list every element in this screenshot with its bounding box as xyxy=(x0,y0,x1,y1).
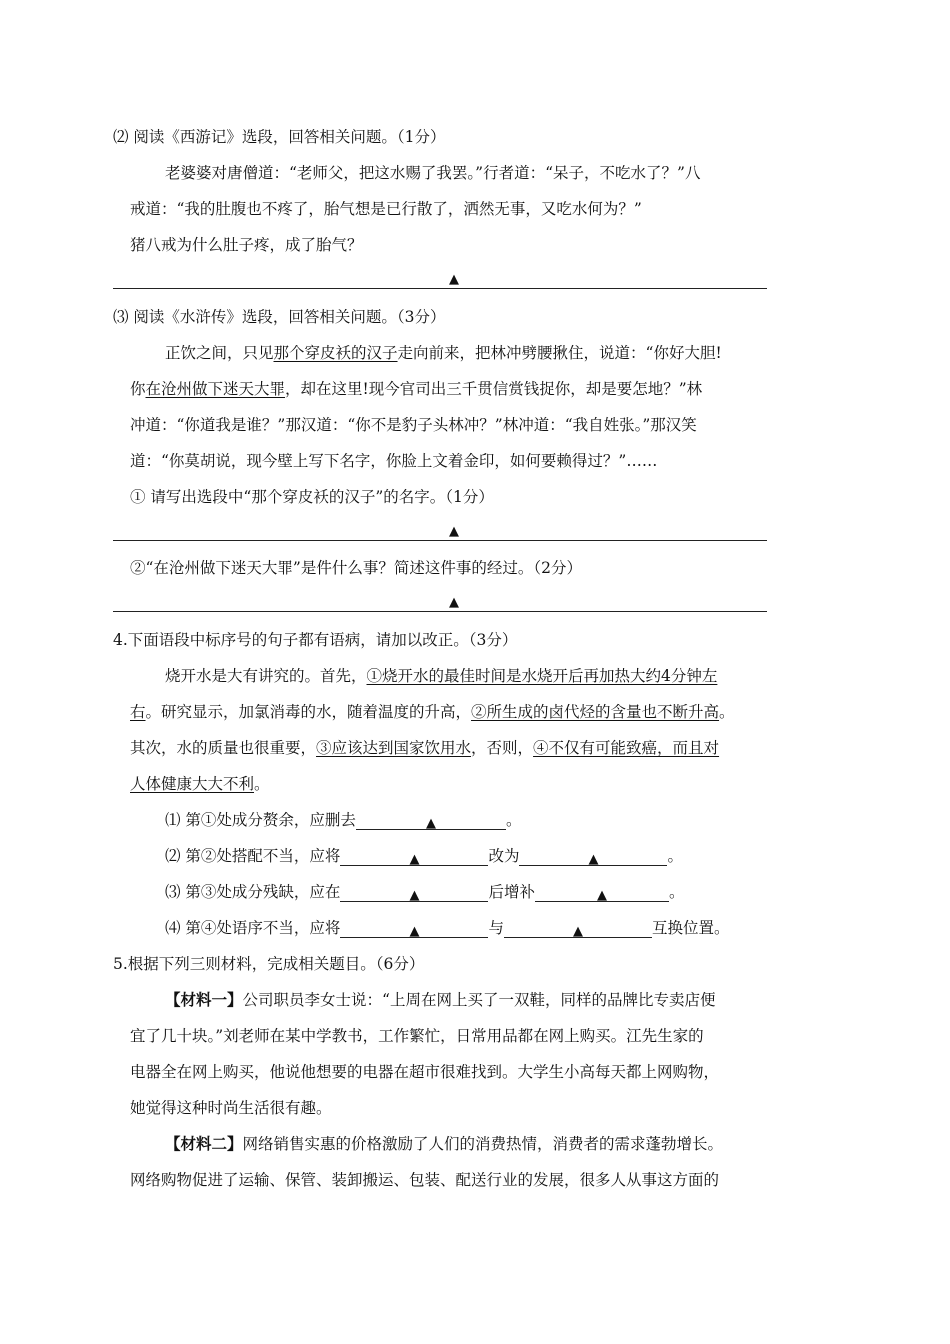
q2-passage-line-2: 戒道：“我的肚腹也不疼了，胎气想是已行散了，洒然无事，又吃水何为？” xyxy=(130,200,642,218)
q3-passage-line-4: 道：“你莫胡说，现今壁上写下名字，你脸上文着金印，如何要赖得过？”…… xyxy=(130,452,658,470)
material-1-label: 【材料一】 xyxy=(165,990,243,1009)
q4-text: 。 xyxy=(719,703,735,721)
q4-underlined-sentence-1: 右 xyxy=(130,703,146,721)
q4-passage-line-2 xyxy=(130,702,735,722)
q3-text: 你 xyxy=(130,380,146,398)
fill-blank[interactable] xyxy=(519,847,667,866)
q4-underlined-sentence-1: ①烧开水的最佳时间是水烧开后再加热大约4分钟左 xyxy=(366,667,718,685)
q4-sub-text: 互换位置。 xyxy=(651,919,730,937)
fill-blank[interactable] xyxy=(504,919,652,938)
answer-marker: ▲ xyxy=(409,852,420,867)
q4-underlined-sentence-4: 人体健康大大不利 xyxy=(130,775,255,793)
q3-heading: ⑶ 阅读《水浒传》选段，回答相关问题。（3分） xyxy=(113,308,446,326)
q5-material-1-line-3: 电器全在网上购买，他说他想要的电器在超市很难找到。大学生小高每天都上网购物， xyxy=(130,1063,720,1081)
answer-line[interactable] xyxy=(113,611,767,612)
q4-heading: 4.下面语段中标序号的句子都有语病，请加以改正。（3分） xyxy=(113,631,518,649)
fill-blank[interactable] xyxy=(340,847,488,866)
q3-passage-line-2 xyxy=(130,379,702,399)
answer-marker: ▲ xyxy=(409,924,420,939)
answer-marker: ▲ xyxy=(449,272,459,287)
q4-text: 。 xyxy=(254,775,270,793)
q4-text: 其次，水的质量也很重要， xyxy=(130,739,317,757)
q4-sub-text: 。 xyxy=(668,883,685,901)
q5-text: 网络销售实惠的价格激励了人们的消费热情，消费者的需求蓬勃增长。 xyxy=(242,1135,724,1153)
q4-underlined-sentence-4: ④不仅有可能致癌，而且对 xyxy=(533,739,720,757)
q4-sub-text: ⑷ 第④处语序不当，应将 xyxy=(165,919,341,937)
q3-underlined-phrase: 在沧州做下迷天大罪 xyxy=(145,380,286,398)
q5-material-1-line-4: 她觉得这种时尚生活很有趣。 xyxy=(130,1099,332,1117)
answer-marker: ▲ xyxy=(596,888,607,903)
q4-underlined-sentence-3: ③应该达到国家饮用水 xyxy=(316,739,472,757)
q3-passage-line-3: 冲道：“你道我是谁？”那汉道：“你不是豹子头林冲？”林冲道：“我自姓张。”那汉笑 xyxy=(130,416,697,434)
answer-marker: ▲ xyxy=(572,924,583,939)
q4-sub-text: 与 xyxy=(488,919,504,937)
q4-sub-text: ⑶ 第③处成分残缺，应在 xyxy=(165,883,341,901)
q4-subquestion-3 xyxy=(165,882,684,902)
q5-heading: 5.根据下列三则材料，完成相关题目。（6分） xyxy=(113,955,425,973)
q4-sub-text: 改为 xyxy=(488,847,520,865)
q3-underlined-phrase: 那个穿皮袄的汉子 xyxy=(273,344,398,362)
answer-marker: ▲ xyxy=(588,852,599,867)
q4-subquestion-2 xyxy=(165,846,683,866)
q2-passage-line-1: 老婆婆对唐僧道：“老师父，把这水赐了我罢。”行者道：“呆子，不吃水了？”八 xyxy=(165,164,701,182)
q2-question: 猪八戒为什么肚子疼，成了胎气？ xyxy=(130,236,363,254)
fill-blank[interactable] xyxy=(340,883,488,902)
answer-marker: ▲ xyxy=(449,595,459,610)
q5-material-1-line-1 xyxy=(165,990,715,1010)
material-2-label: 【材料二】 xyxy=(165,1134,243,1153)
q4-sub-text: 后增补 xyxy=(488,883,535,901)
q5-text: 公司职员李女士说：“上周在网上买了一双鞋，同样的品牌比专卖店便 xyxy=(242,991,716,1009)
q4-text: ，否则， xyxy=(471,739,534,757)
q4-sub-text: 。 xyxy=(505,811,522,829)
q4-text: 烧开水是大有讲究的。首先， xyxy=(165,667,367,685)
answer-marker: ▲ xyxy=(409,888,420,903)
q5-material-1-line-2: 宜了几十块。”刘老师在某中学教书，工作繁忙，日常用品都在网上购买。江先生家的 xyxy=(130,1027,704,1045)
q3-passage-line-1 xyxy=(165,343,722,363)
q2-heading: ⑵ 阅读《西游记》选段，回答相关问题。（1分） xyxy=(113,128,446,146)
q3-text: 正饮之间，只见 xyxy=(165,344,274,362)
q3-subquestion-1: ① 请写出选段中“那个穿皮袄的汉子”的名字。（1分） xyxy=(130,488,494,506)
q5-material-2-line-2: 网络购物促进了运输、保管、装卸搬运、包装、配送行业的发展，很多人从事这方面的 xyxy=(130,1171,720,1189)
q4-sub-text: ⑴ 第①处成分赘余，应删去 xyxy=(165,811,356,829)
fill-blank[interactable] xyxy=(340,919,488,938)
q4-text: 。研究显示，加氯消毒的水，随着温度的升高， xyxy=(145,703,472,721)
q4-subquestion-4 xyxy=(165,918,729,938)
q4-subquestion-1 xyxy=(165,810,521,830)
q4-passage-line-1 xyxy=(165,666,717,686)
q3-text: ，却在这里!现今官司出三千贯信赏钱捉你，却是要怎地？”林 xyxy=(285,380,703,398)
q3-subquestion-2: ②“在沧州做下迷天大罪”是件什么事？简述这件事的经过。（2分） xyxy=(130,559,582,577)
q4-underlined-sentence-2: ②所生成的卤代烃的含量也不断升高 xyxy=(471,703,720,721)
answer-marker: ▲ xyxy=(425,816,436,831)
q4-passage-line-4 xyxy=(130,774,270,794)
answer-line[interactable] xyxy=(113,288,767,289)
answer-line[interactable] xyxy=(113,540,767,541)
answer-marker: ▲ xyxy=(449,524,459,539)
fill-blank[interactable] xyxy=(356,811,506,830)
q4-sub-text: 。 xyxy=(667,847,683,865)
q4-sub-text: ⑵ 第②处搭配不当，应将 xyxy=(165,847,341,865)
q4-passage-line-3 xyxy=(130,738,719,758)
q5-material-2-line-1 xyxy=(165,1134,723,1154)
q3-text: 走向前来，把林冲劈腰揪住，说道：“你好大胆! xyxy=(397,344,722,362)
fill-blank[interactable] xyxy=(535,883,669,902)
